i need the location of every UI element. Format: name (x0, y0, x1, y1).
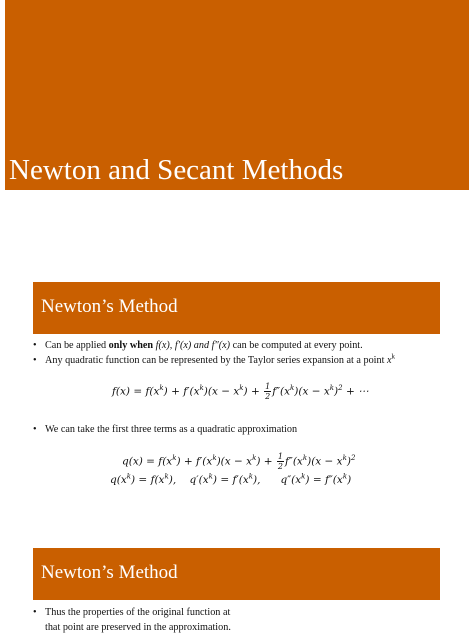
math-inline: f(x), f′(x) and f″(x) (153, 340, 231, 351)
fraction: $\frac{1}{2}$ (265, 382, 271, 401)
slide-title: Newton and Secant Methods (9, 154, 344, 186)
section-header-newton-1 (33, 282, 440, 334)
bullet-list (33, 605, 453, 635)
bullet-text: Any quadratic function can be represented by the Taylor series expansion at a point (45, 355, 387, 366)
bullet-item (33, 353, 453, 368)
bullet-item: • We can take the first three terms as a quadratic approximation (33, 422, 453, 437)
bullet-text: that point are preserved in the approximation. (45, 622, 231, 633)
taylor-equation: $f(x) = f(x^k) + f'(x^k)(x - x^k)$ + $\frac{1}{2}$ $f''(x^k)(x - x^k)^2$ + ⋯ (112, 382, 369, 401)
title-slide-band (5, 0, 469, 190)
bullet-item (33, 338, 453, 353)
bullet-text: Thus the properties of the original function at (45, 607, 231, 618)
quadratic-approx-equation: $q(x) = f(x^k) + f'(x^k)(x - x^k)$ + $\frac{1}{2}$ $f''(x^k)(x - x^k)^2$ (122, 452, 356, 471)
bullet-text: can be computed at every point. (230, 340, 363, 351)
section-title: Newton’s Method (41, 562, 178, 583)
section-title: Newton’s Method (41, 296, 178, 317)
bullet-list (33, 338, 453, 368)
section-header-newton-2 (33, 548, 440, 600)
bullet-text: Can be applied (45, 340, 109, 351)
bullet-item (33, 605, 453, 635)
math-inline: x (386, 355, 392, 366)
bold-text: only when (108, 340, 154, 351)
fraction: $\frac{1}{2}$ (277, 452, 284, 471)
superscript: k (391, 352, 395, 361)
bullet-list (33, 422, 453, 437)
matching-conditions-equation: $q(x^k) = f(x^k)$, $q'(x^k) = f'(x^k)$, $q''(x^k) = f''(x^k)$ (110, 472, 352, 486)
